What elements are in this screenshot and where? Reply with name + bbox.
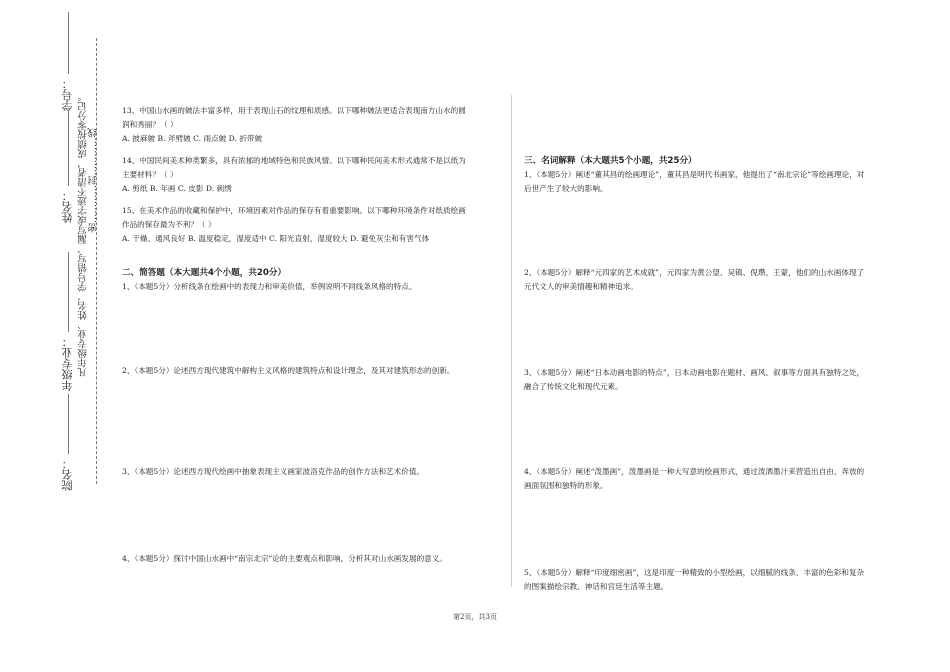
grade-major-line <box>68 252 69 332</box>
short-answer-1: 1、（本题5分）分析线条在绘画中的表现力和审美价值，举例说明不同线条风格的特点。 <box>122 282 417 291</box>
short-answer-3: 3、（本题5分）论述西方现代绘画中抽象表现主义画家波洛克作品的创作方法和艺术价值。 <box>122 467 425 476</box>
section-3-title: 三、名词解释（本大题共5个小题，共25分） <box>524 156 697 166</box>
short-answer-2: 2、（本题5分）论述西方现代建筑中解构主义风格的建筑特点和设计理念，及其对建筑形态的创新。 <box>122 366 455 375</box>
binding-dashed-line <box>96 38 97 484</box>
question-15-block <box>122 204 467 246</box>
seal-line-text: 密…………封…………线 <box>88 128 99 233</box>
term-4: 4、（本题5分）阐述“泼墨画”，泼墨画是一种大写意的绘画形式，通过泼洒墨汁来营造出自由、奔放的画面氛围和独特的形象。 <box>524 467 865 490</box>
student-id-line <box>68 12 69 74</box>
grade-major-label: 年级专业： <box>61 336 74 391</box>
school-line <box>68 394 69 454</box>
name-label: 姓名： <box>61 190 74 223</box>
term-2: 2、（本题5分）解释“元四家的艺术成就”，元四家为黄公望、吴镇、倪瓒、王蒙，他们的山水画体现了元代文人的审美情趣和精神追求。 <box>524 268 865 291</box>
question-14-text: 14、中国民间美术种类繁多，具有浓郁的地域特色和民族风情。以下哪种民间美术形式通常不是以纸为主要材料？（ ） <box>122 156 466 179</box>
page-number: 第2页，共3页 <box>453 613 497 621</box>
binding-notice: 凡年级专业、姓名、学号错写、漏写或字迹不清者，成绩按零分记。 <box>78 92 89 377</box>
name-line <box>68 110 69 186</box>
question-15-text: 15、在美术作品的收藏和保护中，环境因素对作品的保存有着重要影响。以下哪种环境条件对纸质绘画作品的保存最为不利？（ ） <box>122 206 466 229</box>
term-1: 1、（本题5分）阐述“董其昌的绘画理论”，董其昌是明代书画家，他提出了“南北宗论”等绘画理论，对后世产生了较大的影响。 <box>524 170 865 193</box>
question-13-options: A. 披麻皴 B. 斧劈皴 C. 雨点皴 D. 折带皴 <box>122 134 263 143</box>
question-14-options: A. 剪纸 B. 年画 C. 皮影 D. 刺绣 <box>122 184 232 193</box>
question-15-options: A. 干燥、通风良好 B. 温度稳定，湿度适中 C. 阳光直射，湿度较大 D. 避免灰尘和有害气体 <box>122 234 430 243</box>
school-label: 院名： <box>61 458 74 491</box>
term-3: 3、（本题5分）阐述“日本动画电影的特点”，日本动画电影在题材、画风、叙事等方面具有独特之处，融合了传统文化和现代元素。 <box>524 368 865 391</box>
term-5: 5、（本题5分）解释“印度细密画”，这是印度一种精致的小型绘画，以细腻的线条、丰富的色彩和复杂的图案描绘宗教、神话和宫廷生活等主题。 <box>524 568 865 591</box>
short-answer-4: 4、（本题5分）探讨中国山水画中“南宗北宗”论的主要观点和影响，分析其对山水画发展的意义。 <box>122 554 447 563</box>
left-column <box>122 104 467 146</box>
question-13-text: 13、中国山水画的皴法丰富多样，用于表现山石的纹理和质感。以下哪种皴法更适合表现南方山水的圆润和秀丽？（ ） <box>122 106 466 129</box>
student-id-label: 学号： <box>61 78 74 111</box>
section-2-title: 二、简答题（本大题共4个小题，共20分） <box>122 268 287 278</box>
question-14-block <box>122 154 467 196</box>
column-divider <box>511 95 512 587</box>
